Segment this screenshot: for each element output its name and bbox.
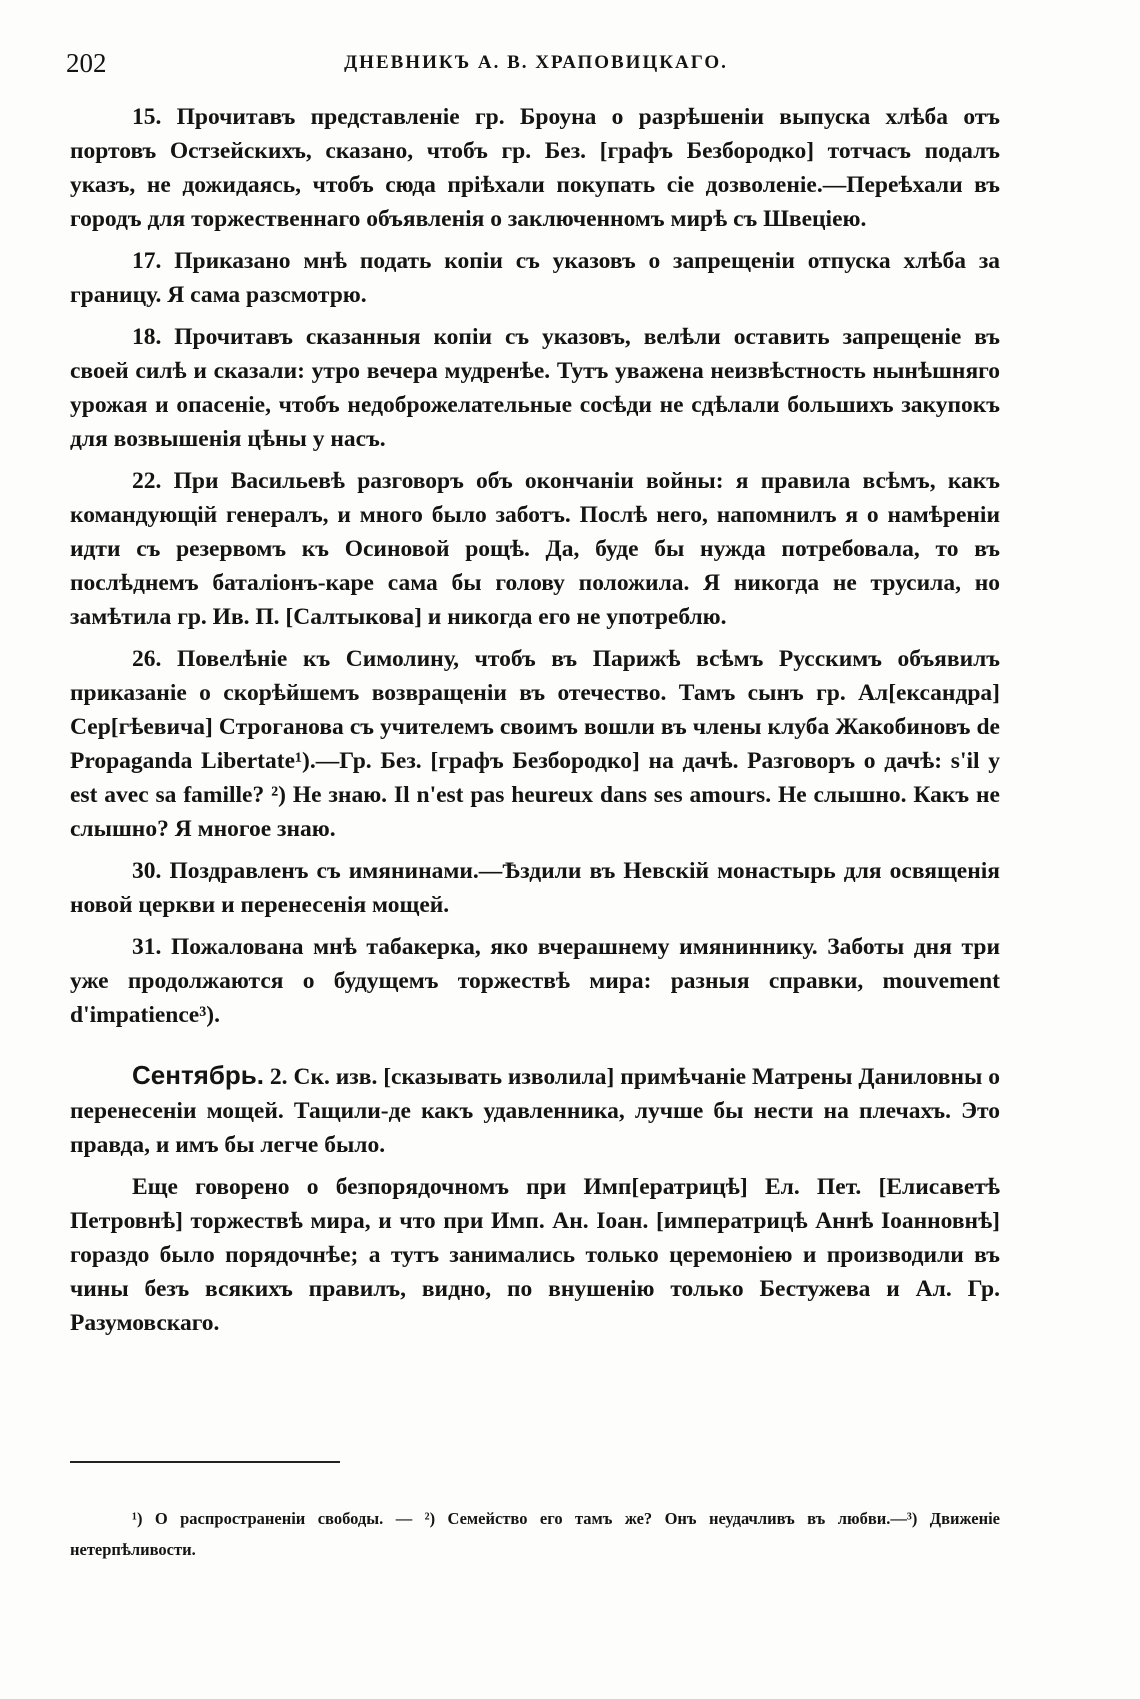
body-text <box>70 100 1000 1348</box>
entry-paragraph <box>70 320 1000 456</box>
entry-day: 26. <box>132 646 162 672</box>
footnotes: ¹) О распространеніи свободы. — ²) Семейство его тамъ же? Онъ неудачливъ въ любви.—³) Движеніе нетерпѣливости. <box>70 1509 1000 1559</box>
running-title: ДНЕВНИКЪ А. В. ХРАПОВИЦКАГО. <box>344 52 728 73</box>
entry-paragraph <box>70 642 1000 846</box>
entry-text: Прочитавъ представленіе гр. Броуна о разрѣшеніи выпуска хлѣба отъ портовъ Остзейскихъ, сказано, чтобъ гр. Без. [графъ Безбородко] тотчасъ подалъ указъ, не дожидаясь, чтобъ сюда пріѣхали покупать сіе дозволеніе.—Переѣхали въ городъ для торжественнаго объявленія о заключенномъ мирѣ съ Швеціею. <box>70 104 1001 232</box>
entry-paragraph <box>70 464 1000 634</box>
footnote-divider <box>70 1461 340 1463</box>
entry-text: Поздравленъ съ имянинами.—Ѣздили въ Невскій монастырь для освященія новой церкви и перенесенія мощей. <box>70 858 1000 918</box>
entry-text: Прочитавъ сказанныя копіи съ указовъ, велѣли оставить запрещеніе въ своей силѣ и сказали: утро вечера мудренѣе. Тутъ уважена неизвѣстность нынѣшняго урожая и опасеніе, чтобъ недоброжелательные сосѣди не сдѣлали большихъ закупокъ для возвышенія цѣны у насъ. <box>70 324 1000 452</box>
page-header <box>66 48 1006 88</box>
entry-day: 30. <box>132 858 162 884</box>
entry-day: 2. <box>269 1064 288 1090</box>
entry-day: 18. <box>132 324 162 350</box>
entry-day: 22. <box>132 468 162 494</box>
page-number: 202 <box>66 48 107 78</box>
entry-paragraph <box>70 854 1000 922</box>
closing-paragraph: Еще говорено о безпорядочномъ при Имп[ератрицѣ] Ел. Пет. [Елисаветѣ Петровнѣ] торжествѣ мира, и что при Имп. Ан. Іоан. [императрицѣ Аннѣ Іоанновнѣ] гораздо было порядочнѣе; а тутъ занимались только церемоніею и производили въ чины безъ всякихъ правилъ, видно, по внушенію только Бестужева и Ал. Гр. Разумовскаго. <box>70 1174 1000 1336</box>
september-paragraph <box>70 1058 1000 1162</box>
entry-paragraph <box>70 100 1000 236</box>
entry-text: Приказано мнѣ подать копіи съ указовъ о запрещеніи отпуска хлѣба за границу. Я сама разсмотрю. <box>70 248 1001 308</box>
entry-day: 17. <box>132 248 162 274</box>
month-heading: Сентябрь. <box>132 1060 264 1090</box>
entry-text: Пожалована мнѣ табакерка, яко вчерашнему имяниннику. Заботы дня три уже продолжаются о будущемъ торжествѣ мира: разныя справки, mouvement d'impatience³). <box>70 934 1000 1028</box>
entry-day: 15. <box>132 104 162 130</box>
entry-paragraph <box>70 244 1000 312</box>
entry-day: 31. <box>132 934 162 960</box>
entry-text: Повелѣніе къ Симолину, чтобъ въ Парижѣ всѣмъ Русскимъ объявилъ приказаніе о скорѣйшемъ возвращеніи въ отечество. Тамъ сынъ гр. Ал[ександра] Сер[гѣевича] Строганова съ учителемъ своимъ вошли въ члены клуба Жакобиновъ de Propaganda Libertate¹).—Гр. Без. [графъ Безбородко] на дачѣ. Разговоръ о дачѣ: s'il y est avec sa famille? ²) Не знаю. Il n'est pas heureux dans ses amours. Не слышно. Какъ не слышно? Я многое знаю. <box>70 646 1000 842</box>
entry-text: При Васильевѣ разговоръ объ окончаніи войны: я правила всѣмъ, какъ командующій генералъ, и много было заботъ. Послѣ него, напомнилъ я о намѣреніи идти съ резервомъ къ Осиновой рощѣ. Да, буде бы нужда потребовала, то въ послѣднемъ баталіонъ-каре сама бы голову положила. Я никогда не трусила, но замѣтила гр. Ив. П. [Салтыкова] и никогда его не употреблю. <box>70 468 1000 630</box>
entry-paragraph <box>70 930 1000 1032</box>
entry-text: Ск. изв. [сказывать изволила] примѣчаніе Матрены Даниловны о перенесеніи мощей. Тащили-де какъ удавленника, лучше бы нести на плечахъ. Это правда, и имъ бы легче было. <box>70 1064 1001 1158</box>
